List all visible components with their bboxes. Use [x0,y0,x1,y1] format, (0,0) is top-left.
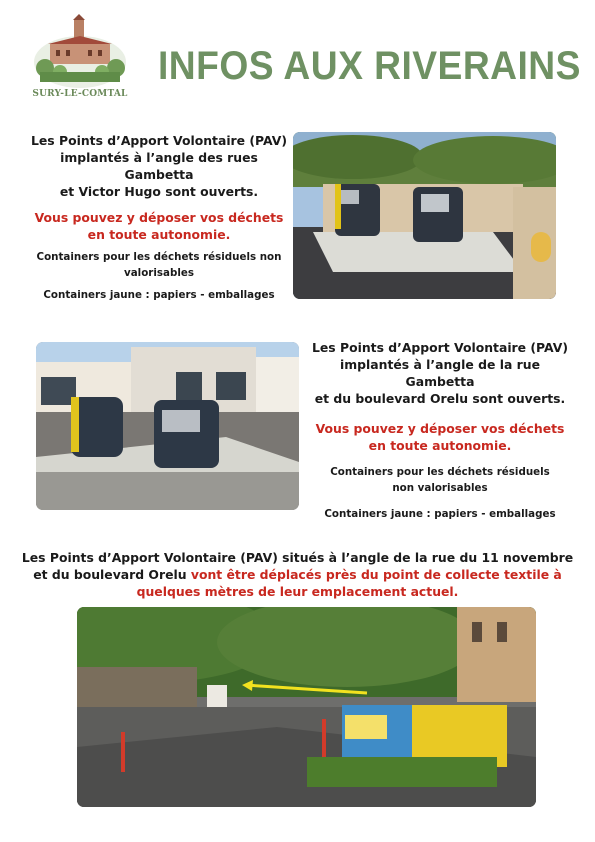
section1-yellow: Containers jaune : papiers - emballages [43,289,275,301]
text-line: implantés à l’angle des rues Gambetta [60,150,258,182]
logo-text: SURY-LE-COMTAL [32,89,128,99]
text-line: Containers pour les déchets résiduels [330,466,550,478]
section1-text [30,132,288,303]
section1-residual [30,249,288,281]
text-line: et Victor Hugo sont ouverts. [59,184,259,199]
section3-text [20,549,575,600]
text-line: Vous pouvez y déposer vos déchets [34,210,284,225]
text-line: non valorisables [392,482,488,494]
photo-pav-gambetta-victor-hugo [293,132,556,299]
text-line: Containers pour les déchets résiduels non [36,251,282,263]
page-title: INFOS AUX RIVERAINS [158,44,581,88]
text-line: Vous pouvez y déposer vos déchets [315,421,565,436]
section3-line3: quelques mètres de leur emplacement actuel. [136,584,459,599]
text-span-red: vont être déplacés près du point de collecte textile à [190,567,562,582]
section2-text [306,339,574,522]
text-line: en toute autonomie. [87,227,231,242]
section2-yellow: Containers jaune : papiers - emballages [324,508,556,520]
town-crest-icon [30,12,130,92]
section3-line1: Les Points d’Apport Volontaire (PAV) situés à l’angle de la rue du 11 novembre [21,550,574,565]
photo-pav-relocation [77,607,536,807]
section1-intro [30,132,288,200]
text-span: et du boulevard Orelu [33,567,191,582]
text-line: Les Points d’Apport Volontaire (PAV) [31,133,287,148]
section2-intro [306,339,574,407]
text-line: implantés à l’angle de la rue Gambetta [340,357,540,389]
section2-residual [306,464,574,496]
text-line: valorisables [124,267,194,279]
section3-line2 [20,566,575,583]
section2-notice [306,420,574,454]
section1-notice [30,209,288,243]
text-line: Les Points d’Apport Volontaire (PAV) [312,340,568,355]
photo-pav-gambetta-orelu [36,342,299,510]
text-line: et du boulevard Orelu sont ouverts. [314,391,566,406]
text-line: en toute autonomie. [368,438,512,453]
